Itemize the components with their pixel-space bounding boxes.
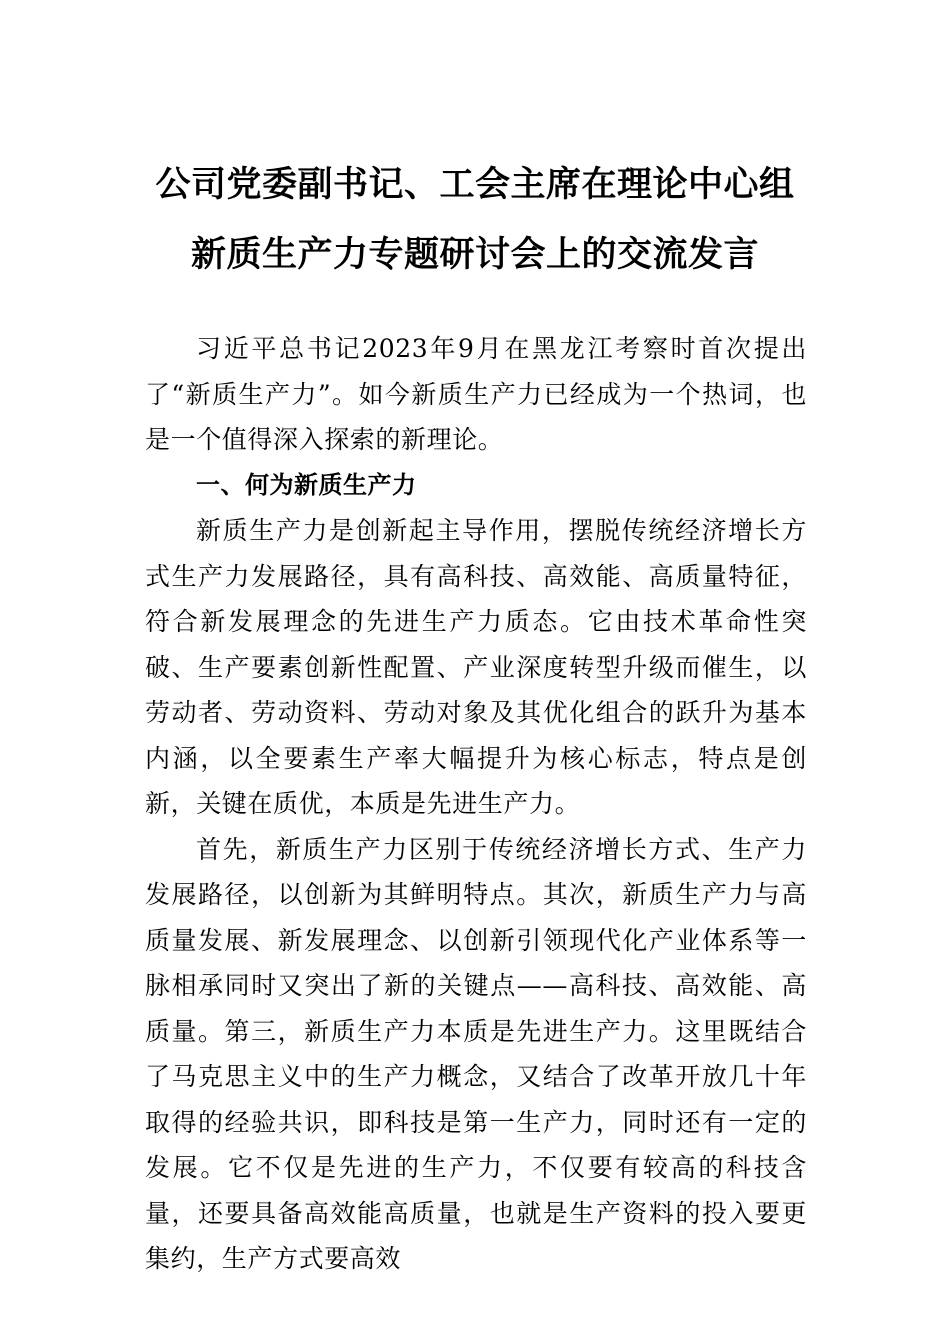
document-body [145, 326, 807, 1282]
intro-paragraph: 习近平总书记2023年9月在黑龙江考察时首次提出了“新质生产力”。如今新质生产力已经成为一个热词，也是一个值得深入探索的新理论。 [145, 334, 807, 454]
section-heading-1: 一、何为新质生产力 [196, 470, 417, 499]
paragraph-definition: 新质生产力是创新起主导作用，摆脱传统经济增长方式生产力发展路径，具有高科技、高效能、高质量特征，符合新发展理念的先进生产力质态。它由技术革命性突破、生产要素创新性配置、产业深度转型升级而催生，以劳动者、劳动资料、劳动对象及其优化组合的跃升为基本内涵，以全要素生产率大幅提升为核心标志，特点是创新，关键在质优，本质是先进生产力。 [145, 516, 807, 818]
document-title-line-2: 新质生产力专题研讨会上的交流发言 [190, 235, 759, 275]
document-title-line-1: 公司党委副书记、工会主席在理论中心组 [155, 165, 795, 205]
paragraph-analysis: 首先，新质生产力区别于传统经济增长方式、生产力发展路径，以创新为其鲜明特点。其次，新质生产力与高质量发展、新发展理念、以创新引领现代化产业体系等一脉相承同时又突出了新的关键点——高科技、高效能、高质量。第三，新质生产力本质是先进生产力。这里既结合了马克思主义中的生产力概念，又结合了改革开放几十年取得的经验共识，即科技是第一生产力，同时还有一定的发展。它不仅是先进的生产力，不仅要有较高的科技含量，还要具备高效能高质量，也就是生产资料的投入要更集约，生产方式要高效 [145, 834, 807, 1273]
